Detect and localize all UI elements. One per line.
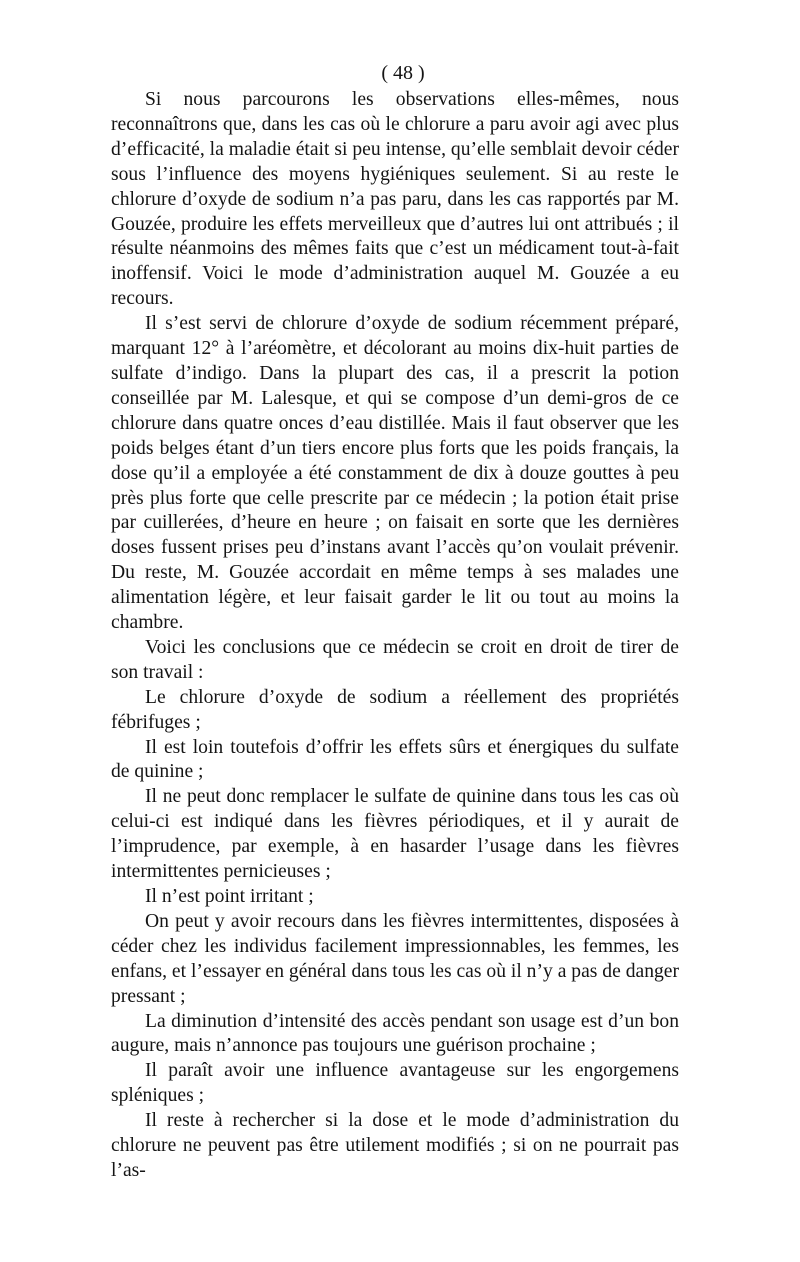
conclusion-item: Il est loin toutefois d’offrir les effets sûrs et énergiques du sulfate de quinine ; [111, 736, 679, 783]
conclusion-item: Le chlorure d’oxyde de sodium a réellement des propriétés fébrifuges ; [111, 686, 679, 733]
conclusion-item: Il paraît avoir une influence avantageuse sur les engorgemens spléniques ; [111, 1060, 679, 1107]
conclusion-item: Il reste à rechercher si la dose et le mode d’administration du chlorure ne peuvent pas être utilement modifiés ; si on ne pourrait pas l’as- [111, 1110, 679, 1181]
paragraph: Si nous parcourons les observations elles-mêmes, nous reconnaîtrons que, dans les cas où le chlorure a paru avoir agi avec plus d’efficacité, la maladie était si peu intense, qu’elle semblait devoir céder sous l’influence des moyens hygiéniques seulement. Si au reste le chlorure d’oxyde de sodium n’a pas paru, dans les cas rapportés par M. Gouzée, produire les effets merveilleux que d’autres lui ont attribués ; il résulte néanmoins des mêmes faits que c’est un médicament tout-à-fait inoffensif. Voici le mode d’administration auquel M. Gouzée a eu recours. [111, 89, 679, 310]
page-body [111, 88, 679, 1184]
conclusion-item: Il n’est point irritant ; [145, 886, 314, 907]
conclusion-item: On peut y avoir recours dans les fièvres intermittentes, disposées à céder chez les individus facilement impressionnables, les femmes, les enfans, et l’essayer en général dans tous les cas où il n’y a pas de danger pressant ; [111, 910, 680, 1007]
page-number: ( 48 ) [381, 62, 425, 84]
paragraph: Il s’est servi de chlorure d’oxyde de sodium récemment préparé, marquant 12° à l’aréomètre, et décolorant au moins dix-huit parties de sulfate d’indigo. Dans la plupart des cas, il a prescrit la potion conseillée par M. Lalesque, et qui se compose d’un demi-gros de ce chlorure dans quatre onces d’eau distillée. Mais il faut observer que les poids belges étant d’un tiers encore plus forts que les poids français, la dose qu’il a employée a été constamment de dix à douze gouttes à peu près plus forte que celle prescrite par ce médecin ; la potion était prise par cuillerées, d’heure en heure ; on faisait en sorte que les dernières doses fussent prises peu d’instans avant l’accès qu’on voulait prévenir. Du reste, M. Gouzée accordait en même temps à ses malades une alimentation légère, et leur faisait garder le lit ou tout au moins la chambre. [111, 313, 679, 634]
conclusion-item: La diminution d’intensité des accès pendant son usage est d’un bon augure, mais n’annonce pas toujours une guérison prochaine ; [111, 1010, 679, 1057]
conclusion-item: Il ne peut donc remplacer le sulfate de quinine dans tous les cas où celui-ci est indiqué dans les fièvres périodiques, et il y aurait de l’imprudence, par exemple, à en hasarder l’usage dans les fièvres intermittentes pernicieuses ; [111, 786, 679, 883]
paragraph: Voici les conclusions que ce médecin se croit en droit de tirer de son travail : [111, 636, 679, 683]
book-page [111, 58, 679, 1184]
